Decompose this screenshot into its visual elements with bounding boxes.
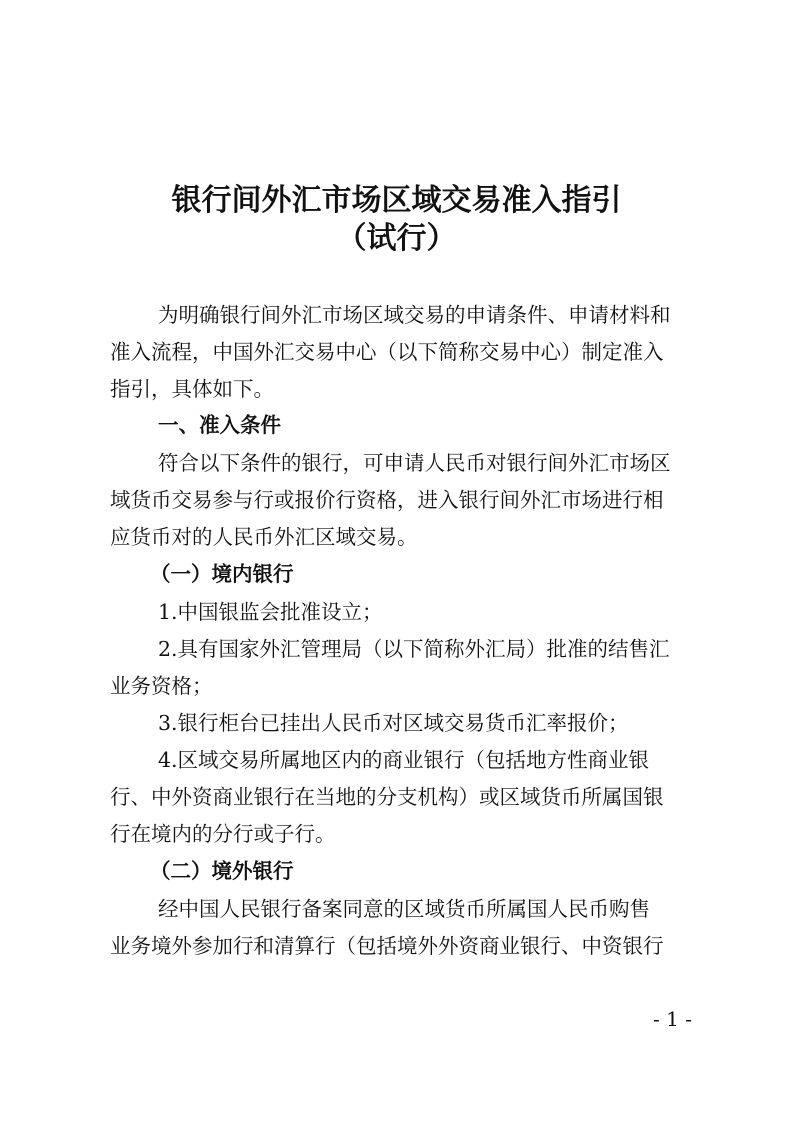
list-item-1-line-1: 1.中国银监会批准设立；	[158, 600, 383, 624]
subsection-2-line-2: 业务境外参加行和清算行（包括境外外资商业银行、中资银行	[110, 934, 664, 958]
list-item-4-line-2: 行、中外资商业银行在当地的分支机构）或区域货币所属国银	[110, 785, 664, 809]
document-subtitle: （试行）	[336, 221, 457, 256]
list-item-2-line-2: 业务资格；	[110, 674, 213, 698]
section-1-line-2: 域货币交易参与行或报价行资格，进入银行间外汇市场进行相	[110, 488, 664, 512]
intro-line-2: 准入流程，中国外汇交易中心（以下简称交易中心）制定准入	[110, 340, 664, 364]
section-1-line-3: 应货币对的人民币外汇区域交易。	[110, 525, 418, 549]
section-1-line-1: 符合以下条件的银行，可申请人民币对银行间外汇市场区	[158, 451, 671, 475]
list-item-4-line-3: 行在境内的分行或子行。	[110, 822, 336, 846]
list-item-3-line-1: 3.银行柜台已挂出人民币对区域交易货币汇率报价；	[158, 711, 629, 735]
subsection-1-heading: （一）境内银行	[150, 562, 294, 586]
section-1-heading: 一、准入条件	[158, 413, 281, 437]
intro-line-1: 为明确银行间外汇市场区域交易的申请条件、申请材料和	[158, 303, 671, 327]
intro-line-3: 指引，具体如下。	[110, 377, 274, 401]
list-item-4-line-1: 4.区域交易所属地区内的商业银行（包括地方性商业银	[158, 748, 650, 772]
page-number: - 1 -	[653, 1007, 692, 1031]
subsection-2-line-1: 经中国人民银行备案同意的区域货币所属国人民币购售	[158, 897, 650, 921]
list-item-2-line-1: 2.具有国家外汇管理局（以下简称外汇局）批准的结售汇	[158, 637, 670, 661]
document-title: 银行间外汇市场区域交易准入指引	[171, 183, 622, 218]
subsection-2-heading: （二）境外银行	[150, 859, 294, 883]
